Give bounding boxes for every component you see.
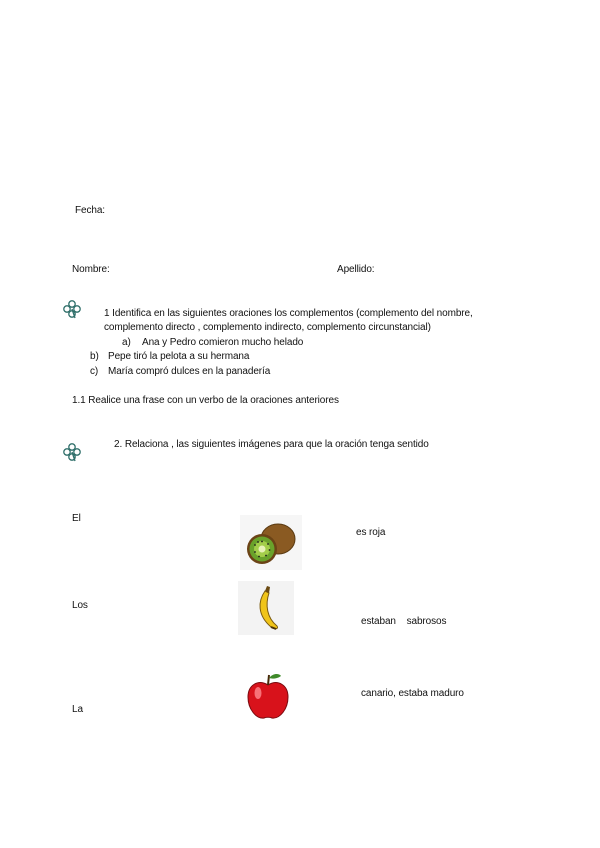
fecha-label: Fecha:: [75, 205, 105, 216]
exercise1-instruction-line1: 1 Identifica en las siguientes oraciones los complementos (complemento del nombre,: [104, 308, 473, 319]
left-word-la: La: [72, 704, 83, 715]
right-phrase-estaban-sabrosos: estaban sabrosos: [361, 616, 447, 627]
exercise1-instruction-line2: complemento directo , complemento indirecto, complemento circunstancial): [104, 322, 431, 333]
left-word-el: El: [72, 513, 81, 524]
exercise1-sub-instruction: 1.1 Realice una frase con un verbo de la oraciones anteriores: [72, 395, 339, 406]
clover-bullet-icon: [62, 299, 82, 319]
apellido-label: Apellido:: [337, 264, 375, 275]
right-phrase-canario: canario, estaba maduro: [361, 688, 464, 699]
item-b-text: Pepe tiró la pelota a su hermana: [108, 351, 250, 362]
clover-bullet-icon: [62, 442, 82, 462]
left-word-los: Los: [72, 600, 88, 611]
exercise2-instruction: 2. Relaciona , las siguientes imágenes para que la oración tenga sentido: [114, 439, 429, 450]
nombre-label: Nombre:: [72, 264, 110, 275]
banana-image: [238, 581, 294, 635]
item-c-text: María compró dulces en la panadería: [108, 366, 271, 377]
apple-image: [244, 671, 292, 721]
kiwi-image: [240, 515, 302, 570]
item-b-marker: b): [90, 351, 99, 362]
item-a-text: Ana y Pedro comieron mucho helado: [142, 337, 304, 348]
right-phrase-es-roja: es roja: [356, 527, 386, 538]
item-c-marker: c): [90, 366, 99, 377]
item-a-marker: a): [122, 337, 131, 348]
